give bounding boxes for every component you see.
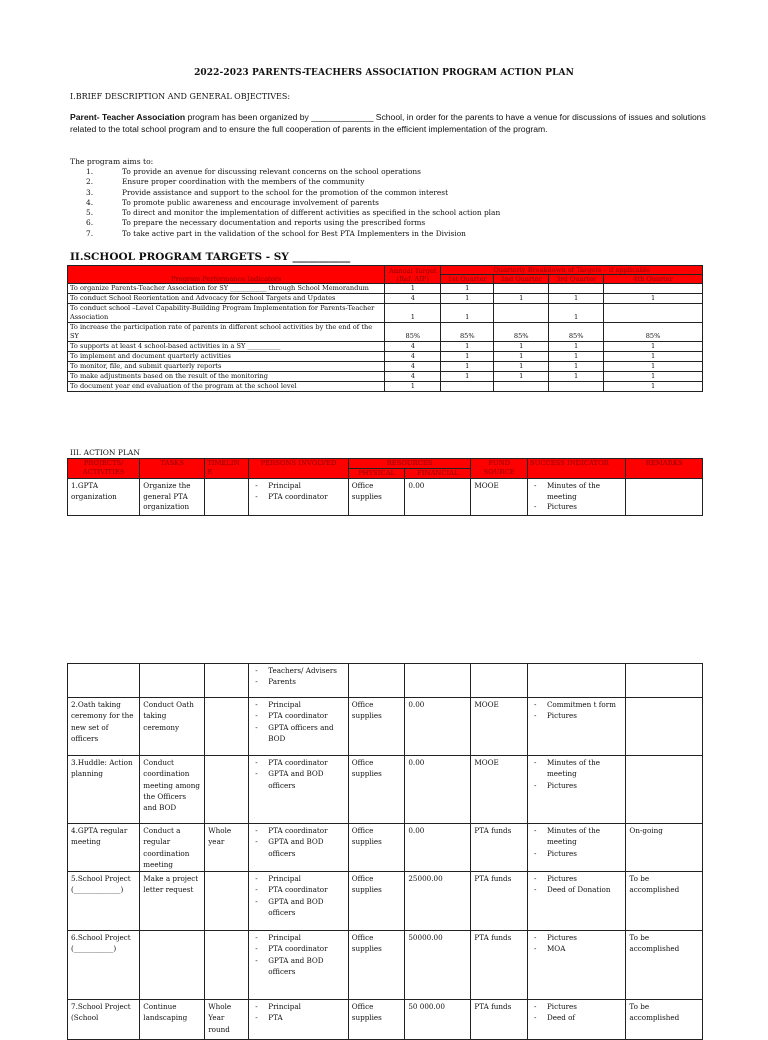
aim-number: 6. [86,218,94,228]
action-cell-task: Conduct coordination meeting among the Officers and BOD [140,756,205,824]
action-cell-physical: Office supplies [348,931,405,1000]
action-cell-timeline [205,756,249,824]
action-cell-persons [249,824,349,872]
header-remarks: REMARKS [626,459,703,479]
target-cell-q2: 1 [494,294,549,304]
aim-number: 7. [86,228,94,238]
persons-item: - PTA coordinator [252,757,345,768]
header-q2: 2nd Quarter [494,275,549,284]
action-cell-success [527,664,625,698]
action-row [68,931,703,1000]
action-cell-project: 7.School Project (School [68,1000,140,1040]
target-cell-q4: 1 [604,362,703,372]
action-cell-project [68,664,140,698]
target-row [68,352,703,362]
header-q1: 1st Quarter [441,275,494,284]
persons-list [252,699,345,744]
target-cell-ind: To conduct school –Level Capability-Building Program Implementation for Parents-Teacher Association [68,304,385,323]
action-cell-persons [249,479,349,516]
target-row [68,382,703,392]
aim-item [86,167,500,177]
target-cell-q3: 1 [549,294,604,304]
intro-bold: Parent- Teacher Association [70,112,186,122]
action-cell-financial: 50000.00 [405,931,471,1000]
success-list [531,699,622,722]
success-list [531,757,622,791]
action-cell-remarks: To be accomplished [626,1000,703,1040]
target-cell-q3: 1 [549,352,604,362]
intro-text: program has been organized by _____________ School, in order for the parents to have a venue for discussions of issues and solutions related to the total school program and to ensure the full cooperation of parents in the efficient implementation of the program. [70,112,706,134]
action-plan-continued-table [67,663,703,1040]
success-item: - Minutes of the meeting [531,757,622,780]
action-cell-timeline [205,931,249,1000]
target-cell-ind: To increase the participation rate of parents in different school activities by the end of the SY [68,323,385,342]
section1-heading: I.BRIEF DESCRIPTION AND GENERAL OBJECTIVES: [70,92,291,101]
target-cell-ind: To make adjustments based on the result of the monitoring [68,372,385,382]
header-q4: 4th Quarter [604,275,703,284]
target-cell-q2: 1 [494,352,549,362]
aim-item [86,208,500,218]
action-cell-task: Continue landscaping [140,1000,205,1040]
target-cell-q2 [494,382,549,392]
persons-item: - PTA coordinator [252,943,345,954]
target-cell-q1 [441,382,494,392]
target-cell-q4: 85% [604,323,703,342]
aim-text: Provide assistance and support to the school for the promotion of the common interest [122,187,449,197]
action-cell-fund: PTA funds [471,824,528,872]
action-cell-persons [249,931,349,1000]
persons-item: - Principal [252,1001,345,1012]
success-list [531,932,622,955]
persons-item: - GPTA and BOD officers [252,836,345,859]
action-cell-fund: MOOE [471,698,528,756]
target-row [68,342,703,352]
target-row [68,284,703,294]
header-annual: Annual Target (Ref. AIP) [385,266,441,284]
persons-item: - Principal [252,873,345,884]
success-list [531,873,622,896]
header-physical: PHYSICAL [348,469,405,479]
aim-number: 2. [86,177,94,187]
target-cell-q3: 1 [549,342,604,352]
target-cell-q2 [494,304,549,323]
header-success: SUCCESS INDICATOR [527,459,625,479]
action-cell-timeline [205,479,249,516]
action-cell-financial: 50 000.00 [405,1000,471,1040]
success-list [531,481,622,513]
action-cell-success [527,931,625,1000]
persons-item: - PTA coordinator [252,884,345,895]
target-cell-a: 1 [385,284,441,294]
persons-item: - GPTA and BOD officers [252,896,345,919]
action-cell-success [527,824,625,872]
aim-item [86,177,500,187]
action-cell-timeline [205,698,249,756]
persons-item: - Parents [252,676,345,687]
target-cell-a: 4 [385,294,441,304]
action-cell-physical [348,664,405,698]
success-item: - Pictures [531,873,622,884]
action-cell-remarks: To be accomplished [626,872,703,931]
header-persons: PERSONS INVOLVED [249,459,349,479]
action-row [68,664,703,698]
target-cell-q2: 1 [494,372,549,382]
action-cell-financial [405,664,471,698]
header-quarterly: Quarterly Breakdown of Targets – if applicable [441,266,703,275]
target-cell-a: 85% [385,323,441,342]
document-title: 2022-2023 PARENTS-TEACHERS ASSOCIATION PROGRAM ACTION PLAN [194,68,574,78]
target-row [68,372,703,382]
success-item: - Commitmen t form [531,699,622,710]
target-row [68,294,703,304]
aim-number: 4. [86,197,94,207]
persons-item: - GPTA and BOD officers [252,768,345,791]
aim-text: To provide an avenue for discussing relevant concerns on the school operations [122,167,421,176]
action-row [68,698,703,756]
action-cell-physical: Office supplies [348,479,405,516]
action-cell-success [527,872,625,931]
target-row [68,362,703,372]
action-cell-remarks [626,756,703,824]
aim-text: Ensure proper coordination with the members of the community [122,177,365,187]
action-cell-success [527,1000,625,1040]
action-cell-task: Make a project letter request [140,872,205,931]
action-cell-task: Conduct Oath taking ceremony [140,698,205,756]
target-cell-q4: 1 [604,342,703,352]
action-cell-timeline: Whole year [205,824,249,872]
aim-text: To take active part in the validation of the school for Best PTA Implementers in the Division [122,228,466,238]
aim-item [86,218,500,228]
target-cell-q1: 85% [441,323,494,342]
action-cell-remarks [626,479,703,516]
action-cell-timeline: Whole Year round [205,1000,249,1040]
action-cell-timeline [205,872,249,931]
success-item: - Pictures [531,932,622,943]
target-cell-a: 4 [385,352,441,362]
action-cell-task: Organize the general PTA organization [140,479,205,516]
action-cell-financial: 0.00 [405,479,471,516]
header-q3: 3rd Quarter [549,275,604,284]
action-cell-project: 2.Oath taking ceremony for the new set of officers [68,698,140,756]
action-cell-physical: Office supplies [348,824,405,872]
action-cell-physical: Office supplies [348,1000,405,1040]
action-row [68,756,703,824]
target-cell-q4: 1 [604,382,703,392]
action-cell-success [527,698,625,756]
target-cell-q3 [549,382,604,392]
action-cell-project: 6.School Project (___________) [68,931,140,1000]
aim-text: To direct and monitor the implementation of different activities as specified in the school action plan [122,208,501,218]
target-cell-q2: 85% [494,323,549,342]
persons-item: - Teachers/ Advisers [252,665,345,676]
action-cell-task: Conduct a regular coordination meeting [140,824,205,872]
intro-paragraph [70,111,710,135]
action-cell-success [527,479,625,516]
aims-lead: The program aims to: [70,157,154,166]
target-cell-ind: To supports at least 4 school-based activities in a SY __________ [68,342,385,352]
target-cell-q4: 1 [604,294,703,304]
aim-item [86,198,500,208]
target-cell-q1: 1 [441,342,494,352]
success-item: - MOA [531,943,622,954]
persons-list [252,932,345,977]
target-row [68,304,703,323]
target-cell-q3: 1 [549,362,604,372]
target-cell-q3 [549,284,604,294]
action-cell-fund: PTA funds [471,872,528,931]
action-cell-financial: 0.00 [405,824,471,872]
target-cell-q4 [604,304,703,323]
action-row [68,479,703,516]
action-cell-fund: PTA funds [471,931,528,1000]
action-cell-fund: PTA funds [471,1000,528,1040]
success-list [531,1001,622,1024]
aim-text: To promote public awareness and encourage involvement of parents [122,197,379,207]
target-cell-a: 1 [385,382,441,392]
persons-list [252,481,345,502]
target-cell-a: 1 [385,304,441,323]
section3-heading: III. ACTION PLAN [70,448,140,457]
target-cell-q4: 1 [604,372,703,382]
target-cell-a: 4 [385,362,441,372]
section2-heading: II.SCHOOL PROGRAM TARGETS - SY ___________ [70,251,351,263]
target-cell-q1: 1 [441,294,494,304]
action-cell-success [527,756,625,824]
targets-table [67,265,703,392]
target-cell-ind: To monitor, file, and submit quarterly reports [68,362,385,372]
action-cell-persons [249,698,349,756]
action-cell-persons [249,1000,349,1040]
action-cell-fund: MOOE [471,479,528,516]
aim-item [86,188,500,198]
action-cell-project: 4.GPTA regular meeting [68,824,140,872]
persons-list [252,825,345,859]
action-cell-persons [249,872,349,931]
target-cell-q4: 1 [604,352,703,362]
target-cell-ind: To conduct School Reorientation and Advocacy for School Targets and Updates [68,294,385,304]
persons-item: - GPTA and BOD officers [252,955,345,978]
target-cell-q1: 1 [441,304,494,323]
action-cell-remarks [626,698,703,756]
target-cell-ind: To implement and document quarterly activities [68,352,385,362]
persons-list [252,873,345,918]
header-fund: FUND SOURCE [471,459,528,479]
target-cell-a: 4 [385,342,441,352]
aim-text: To prepare the necessary documentation and reports using the prescribed forms [122,218,426,228]
action-cell-task [140,664,205,698]
header-projects: PROJECTS/ ACTIVITIES [68,459,140,479]
target-cell-q1: 1 [441,352,494,362]
action-plan-continued-body [68,664,703,1040]
target-cell-q3: 1 [549,372,604,382]
persons-list [252,665,345,688]
aim-item [86,229,500,239]
target-cell-q1: 1 [441,362,494,372]
action-cell-financial: 0.00 [405,756,471,824]
action-cell-remarks [626,664,703,698]
action-cell-fund: MOOE [471,756,528,824]
persons-list [252,757,345,791]
persons-item: - Principal [252,481,345,492]
action-cell-financial: 0.00 [405,698,471,756]
action-plan-first-row [68,479,703,516]
action-cell-persons [249,756,349,824]
target-cell-ind: To document year end evaluation of the program at the school level [68,382,385,392]
success-item: - Pictures [531,780,622,791]
target-cell-q4 [604,284,703,294]
persons-item: - GPTA officers and BOD [252,722,345,745]
success-item: - Deed of [531,1012,622,1023]
target-cell-q2: 1 [494,342,549,352]
target-cell-q1: 1 [441,284,494,294]
action-cell-physical: Office supplies [348,872,405,931]
success-item: - Pictures [531,502,622,513]
persons-item: - Principal [252,932,345,943]
persons-list [252,1001,345,1024]
target-cell-q3: 85% [549,323,604,342]
header-indicator: Program Performance Indicators [68,266,385,284]
target-row [68,323,703,342]
header-timeline: TIMELIN E [205,459,249,479]
persons-item: - Principal [252,699,345,710]
action-cell-remarks: On-going [626,824,703,872]
target-cell-q2 [494,284,549,294]
target-cell-q1: 1 [441,372,494,382]
action-cell-project: 3.Huddle: Action planning [68,756,140,824]
success-item: - Pictures [531,1001,622,1012]
success-item: - Minutes of the meeting [531,825,622,848]
targets-body [68,284,703,392]
aims-list [86,167,500,239]
action-cell-financial: 25000.00 [405,872,471,931]
aim-number: 3. [86,187,94,197]
header-financial: FINANCIAL [405,469,471,479]
success-item: - Pictures [531,710,622,721]
persons-item: - PTA coordinator [252,710,345,721]
action-plan-table [67,458,703,516]
target-cell-ind: To organize Parents-Teacher Association for SY ___________ through School Memorandum [68,284,385,294]
action-cell-remarks: To be accomplished [626,931,703,1000]
action-row [68,824,703,872]
success-list [531,825,622,859]
action-cell-task [140,931,205,1000]
aim-number: 5. [86,208,94,218]
success-item: - Minutes of the meeting [531,481,622,502]
success-item: - Deed of Donation [531,884,622,895]
target-cell-q3: 1 [549,304,604,323]
action-cell-persons [249,664,349,698]
persons-item: - PTA coordinator [252,825,345,836]
action-cell-project: 1.GPTA organization [68,479,140,516]
success-item: - Pictures [531,848,622,859]
action-cell-project: 5.School Project (_____________) [68,872,140,931]
header-tasks: TASKS [140,459,205,479]
target-cell-a: 4 [385,372,441,382]
action-cell-fund [471,664,528,698]
action-row [68,1000,703,1040]
header-resources: RESOURCES [348,459,471,469]
action-cell-physical: Office supplies [348,698,405,756]
action-row [68,872,703,931]
action-cell-timeline [205,664,249,698]
target-cell-q2: 1 [494,362,549,372]
persons-item: - PTA [252,1012,345,1023]
action-cell-physical: Office supplies [348,756,405,824]
persons-item: - PTA coordinator [252,492,345,503]
aim-number: 1. [86,167,94,176]
